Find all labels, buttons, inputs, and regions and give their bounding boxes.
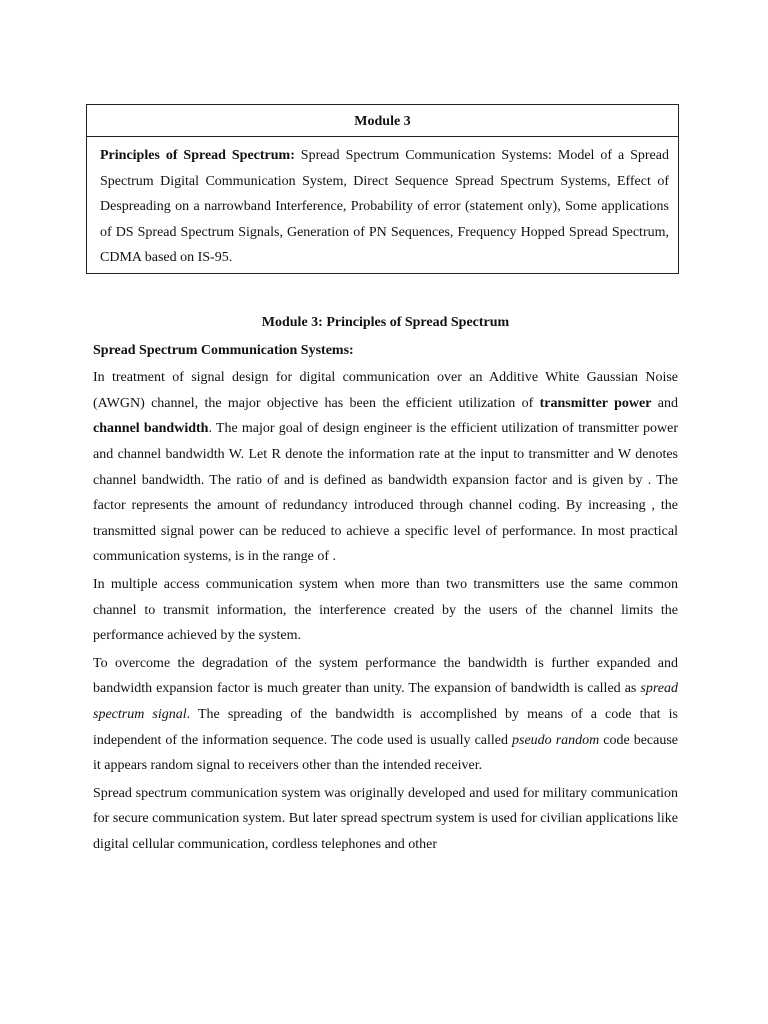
main-content bbox=[93, 310, 678, 859]
para3-italic-spread-spectrum-signal: spread spectrum signal bbox=[93, 681, 678, 722]
syllabus-text: Spread Spectrum Communication Systems: Model of a Spread Spectrum Digital Communication System, Direct Sequence Spread Spectrum Systems, Effect of Despreading on a narrowband Interference, Probability of error (statement only), Some applications of DS Spread Spectrum Signals, Generation of PN Sequences, Frequency Hopped Spread Spectrum, CDMA based on IS-95. bbox=[100, 148, 669, 265]
para1-bold-channel-bandwidth: channel bandwidth bbox=[93, 421, 209, 437]
para3-text-1: To overcome the degradation of the system performance the bandwidth is further expanded and bandwidth expansion factor is much greater than unity. The expansion of bandwidth is called as bbox=[93, 655, 678, 697]
syllabus-body bbox=[87, 137, 678, 271]
paragraph-1 bbox=[93, 365, 678, 570]
para3-text-2: . The spreading of the bandwidth is accomplished by means of a code that is independent of the information sequence. The code used is usually called bbox=[93, 706, 678, 748]
page-title: Module 3: Principles of Spread Spectrum bbox=[261, 315, 510, 330]
section-heading: Spread Spectrum Communication Systems: bbox=[93, 342, 354, 358]
syllabus-box bbox=[86, 104, 679, 274]
para1-text-2: and bbox=[651, 395, 678, 411]
para1-bold-transmitter-power: transmitter power bbox=[539, 395, 652, 411]
paragraph-2: In multiple access communication system when more than two transmitters use the same common channel to transmit information, the interference created by the users of the channel limits the performance achieved by the system. bbox=[93, 576, 678, 644]
paragraph-3 bbox=[93, 651, 678, 779]
para1-text-3: . The major goal of design engineer is the efficient utilization of transmitter power and channel bandwidth W. Let R denote the information rate at the input to transmitter and W denotes channel bandwidth. The ratio of and is defined as bandwidth expansion factor and is given by . The factor represents the amount of redundancy introduced through channel coding. By increasing , the transmitted signal power can be reduced to achieve a specific level of performance. In most practical communication systems, is in the range of . bbox=[93, 421, 678, 565]
para1-text-1: In treatment of signal design for digital communication over an Additive White Gaussian Noise (AWGN) channel, the major objective has been the efficient utilization of bbox=[93, 370, 678, 411]
syllabus-lead: Principles of Spread Spectrum: bbox=[100, 148, 295, 163]
para3-italic-pseudo-random: pseudo random bbox=[512, 732, 600, 748]
syllabus-title: Module 3 bbox=[87, 105, 678, 137]
paragraph-4: Spread spectrum communication system was originally developed and used for military communication for secure communication system. But later spread spectrum system is used for civilian applications like digital cellular communication, cordless telephones and other bbox=[93, 785, 678, 852]
para3-text-3: code because it appears random signal to receivers other than the intended receiver. bbox=[93, 732, 679, 774]
